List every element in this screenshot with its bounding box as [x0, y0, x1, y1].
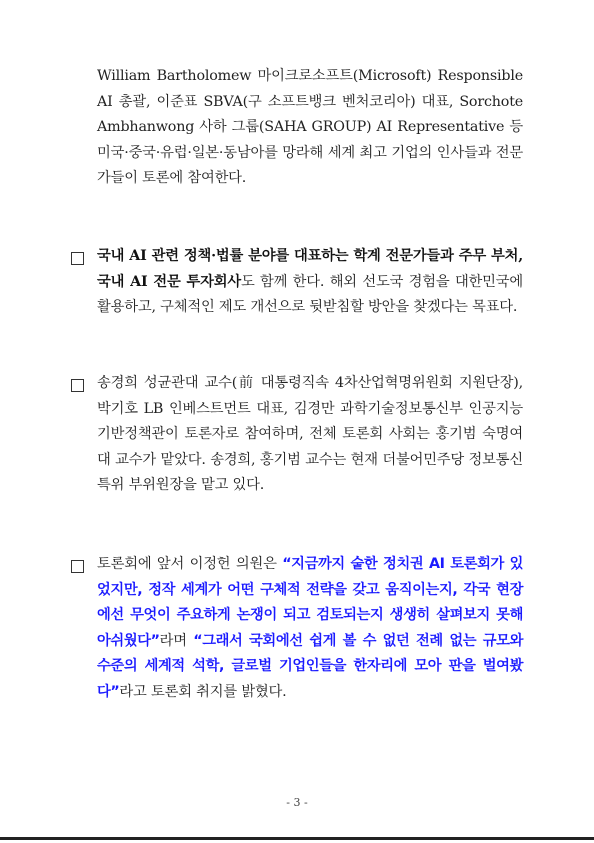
paragraph-domestic-experts [97, 244, 523, 321]
checkbox-bullet [71, 379, 84, 392]
paragraph-purpose-statement [97, 552, 523, 706]
paragraph-bold-text: 국내 AI 관련 정책·법률 분야를 대표하는 학계 전문가들과 주무 부처, 국내 AI 전문 투자회사 [97, 248, 523, 290]
checkbox-bullet [71, 560, 84, 573]
highlighted-quote: “지금까지 숱한 정치권 AI 토론회가 있었지만, 정작 세계가 어떤 구체적 전략을 갖고 움직이는지, 각국 현장에선 무엇이 주요하게 논쟁이 되고 검토되는지 생생히 살펴보지 못해 아쉬웠다” [97, 556, 523, 649]
page-number: - 3 - [286, 796, 308, 809]
paragraph-panelists [97, 64, 523, 192]
checkbox-bullet [71, 252, 84, 265]
bottom-divider [0, 837, 594, 840]
paragraph-text: 송경희 성균관대 교수(前 대통령직속 4차산업혁명위원회 지원단장), 박기호 LB 인베스트먼트 대표, 김경만 과학기술정보통신부 인공지능기반정책관이 토론자로 참여하며, 전체 토론회 사회는 홍기범 숙명여대 교수가 맡았다. 송경희, 홍기범 교수는 현재 더불어민주당 정보통신특위 부위원장을 맡고 있다. [97, 375, 523, 494]
paragraph-text: William Bartholomew 마이크로소프트(Microsoft) Responsible AI 총괄, 이준표 SBVA(구 소프트뱅크 벤처코리아) 대표, Sorchote Ambhanwong 사하 그룹(SAHA GROUP) AI Representative 등 미국·중국·유럽·일본·동남아를 망라해 세계 최고 기업의 인사들과 전문가들이 토론에 참여한다. [97, 68, 523, 187]
paragraph-discussants [97, 371, 523, 499]
paragraph-tail-text: 라고 토론회 취지를 밝혔다. [119, 683, 287, 700]
paragraph-lead-text: 토론회에 앞서 이정헌 의원은 [97, 556, 283, 572]
paragraph-mid-text: 라며 [159, 632, 194, 649]
paragraph-text: 도 함께 한다. 해외 선도국 경험을 대한민국에 활용하고, 구체적인 제도 개선으로 뒷받침할 방안을 찾겠다는 목표다. [97, 273, 523, 316]
highlighted-quote: “그래서 국회에선 쉽게 볼 수 없던 전례 없는 규모와 수준의 세계적 석학, 글로벌 기업인들을 한자리에 모아 판을 벌여봤다” [97, 632, 523, 700]
